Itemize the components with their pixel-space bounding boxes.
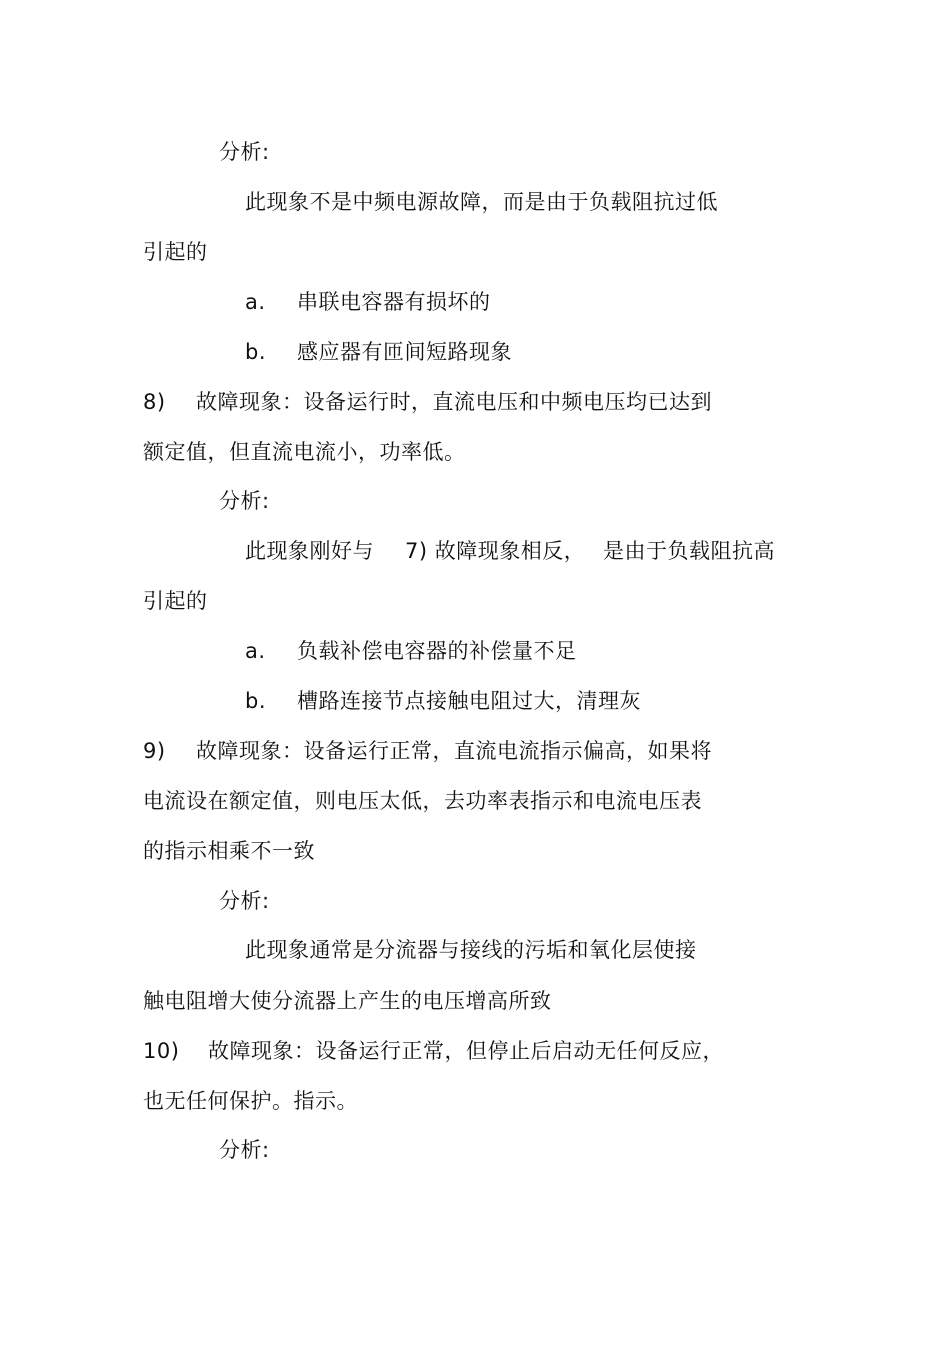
list-item-7a: 串联电容器有损坏的 xyxy=(297,290,491,314)
item-number-10: 10) xyxy=(143,1039,180,1063)
item-10-line1: 故障现象：设备运行正常，但停止后启动无任何反应， xyxy=(208,1039,724,1063)
analysis-9-line1: 此现象通常是分流器与接线的污垢和氧化层使接 xyxy=(245,938,697,962)
list-marker-8a: a. xyxy=(245,639,266,663)
analysis-label-7: 分析: xyxy=(219,140,270,164)
list-item-8b: 槽路连接节点接触电阻过大，清理灰 xyxy=(297,689,641,713)
analysis-label-9: 分析: xyxy=(219,889,270,913)
analysis-text-7-line1: 此现象不是中频电源故障，而是由于负载阻抗过低 xyxy=(245,190,718,214)
list-item-7b: 感应器有匝间短路现象 xyxy=(297,340,512,364)
list-marker-7b: b. xyxy=(245,340,267,364)
list-item-8a: 负载补偿电容器的补偿量不足 xyxy=(297,639,577,663)
list-marker-7a: a. xyxy=(245,290,266,314)
item-9-line2: 电流设在额定值，则电压太低，去功率表指示和电流电压表 xyxy=(143,789,702,813)
item-8-line2: 额定值，但直流电流小，功率低。 xyxy=(143,440,466,464)
analysis-label-8: 分析: xyxy=(219,489,270,513)
analysis-9-line2: 触电阻增大使分流器上产生的电压增高所致 xyxy=(143,989,552,1013)
item-8-line1: 故障现象：设备运行时，直流电压和中频电压均已达到 xyxy=(196,390,712,414)
analysis-text-7-line2: 引起的 xyxy=(143,240,208,264)
analysis-8-part1: 此现象刚好与 xyxy=(245,539,374,563)
analysis-8-ref: 7) 故障现象相反， xyxy=(405,539,586,563)
item-number-8: 8) xyxy=(143,390,166,414)
item-10-line2: 也无任何保护。指示。 xyxy=(143,1089,358,1113)
item-number-9: 9) xyxy=(143,739,166,763)
item-9-line1: 故障现象：设备运行正常，直流电流指示偏高，如果将 xyxy=(196,739,712,763)
analysis-8-part2: 是由于负载阻抗高 xyxy=(603,539,775,563)
item-9-line3: 的指示相乘不一致 xyxy=(143,839,315,863)
list-marker-8b: b. xyxy=(245,689,267,713)
analysis-8-line2: 引起的 xyxy=(143,589,208,613)
analysis-label-10: 分析: xyxy=(219,1138,270,1162)
